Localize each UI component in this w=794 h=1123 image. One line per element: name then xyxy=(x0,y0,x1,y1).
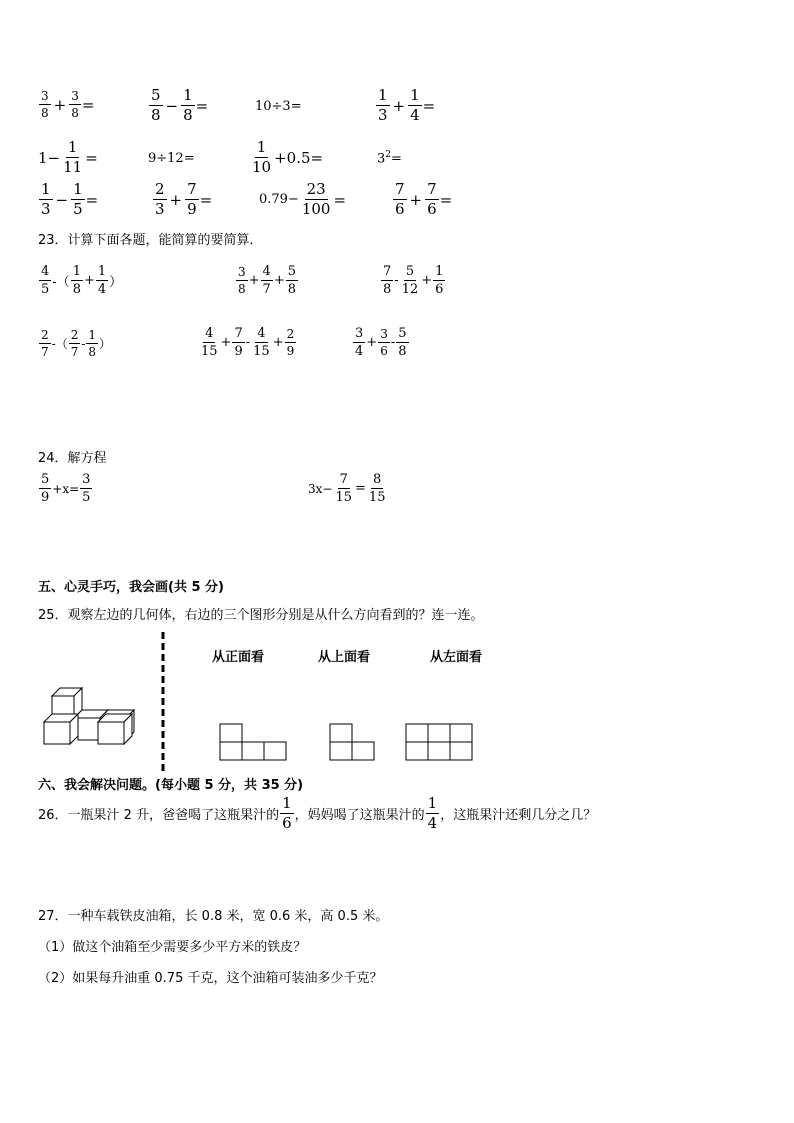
q24-equation-1: $\frac{5}{9}$ +x= $\frac{3}{5}$ xyxy=(41,472,91,505)
oral-calc-r1-b: $\frac{5}{8}$ − $\frac{1}{8}$ = xyxy=(151,86,209,124)
label-front-view: 从正面看 xyxy=(212,650,265,665)
q23-expr-3: $\frac{7}{8}$ - $\frac{5}{12}$ + $\frac{1}{6}$ xyxy=(383,264,444,297)
top-view-shape xyxy=(330,724,374,760)
oral-calc-r2-c: $\frac{1}{10}$ +0.5= xyxy=(252,138,324,176)
q23-expr-6: $\frac{3}{4}$ + $\frac{3}{6}$ - $\frac{5}{8}$ xyxy=(355,326,407,359)
oral-calc-r3-c: 0.79− $\frac{23}{100}$ = xyxy=(259,180,347,218)
q23-expr-5: $\frac{4}{15}$ + $\frac{7}{9}$ - $\frac{4}{15}$ + $\frac{2}{9}$ xyxy=(201,326,295,359)
oral-calc-r3-b: $\frac{2}{3}$ + $\frac{7}{9}$ = xyxy=(155,180,213,218)
oral-calc-r2-a: 1− $\frac{1}{11}$ = xyxy=(38,138,98,176)
left-view-shape xyxy=(406,724,472,760)
q23-title: 23．计算下面各题，能简算的要简算． xyxy=(38,233,263,248)
q24-equation-2: 3x− $\frac{7}{15}$ = $\frac{8}{15}$ xyxy=(308,472,386,505)
front-view-shape xyxy=(220,724,286,760)
label-left-view: 从左面看 xyxy=(430,650,483,665)
q26-question: 26．一瓶果汁 2 升，爸爸喝了这瓶果汁的 $\frac{1}{6}$ ，妈妈喝了这瓶果汁的 $\frac{1}{4}$ ，这瓶果汁还剩几分之几？ xyxy=(38,794,597,832)
oral-calc-r2-b: 9÷12= xyxy=(148,151,195,166)
oral-calc-r1-a: $\frac{3}{8}$ + $\frac{3}{8}$ = xyxy=(41,89,95,120)
q25-figure xyxy=(36,630,496,775)
section-5-heading: 五、心灵手巧，我会画(共 5 分) xyxy=(38,580,224,595)
q23-expr-2: $\frac{3}{8}$ + $\frac{4}{7}$ + $\frac{5}{8}$ xyxy=(238,264,297,297)
oral-calc-r2-d: $3^2=$ xyxy=(377,150,402,167)
section-6-heading: 六、我会解决问题。(每小题 5 分，共 35 分) xyxy=(38,778,304,793)
cube-stack-solid xyxy=(44,688,134,744)
oral-calc-r3-d: $\frac{7}{6}$ + $\frac{7}{6}$ = xyxy=(395,180,453,218)
q27-sub-2: （2）如果每升油重 0.75 千克，这个油箱可装油多少千克？ xyxy=(38,971,383,986)
q27-title: 27．一种车载铁皮油箱，长 0.8 米，宽 0.6 米，高 0.5 米。 xyxy=(38,909,389,924)
q23-expr-4: $\frac{2}{7}$ -（ $\frac{2}{7}$ - $\frac{1}{8}$ ） xyxy=(41,328,112,359)
oral-calc-r3-a: $\frac{1}{3}$ − $\frac{1}{5}$ = xyxy=(41,180,99,218)
label-top-view: 从上面看 xyxy=(318,650,371,665)
q25-title: 25．观察左边的几何体，右边的三个图形分别是从什么方向看到的？连一连。 xyxy=(38,608,484,623)
q27-sub-1: （1）做这个油箱至少需要多少平方米的铁皮？ xyxy=(38,940,307,955)
q23-expr-1: $\frac{4}{5}$ -（ $\frac{1}{8}$ + $\frac{1}{4}$ ） xyxy=(41,264,123,297)
q24-title: 24．解方程 xyxy=(38,451,107,466)
oral-calc-r1-c: 10÷3= xyxy=(255,99,302,114)
oral-calc-r1-d: $\frac{1}{3}$ + $\frac{1}{4}$ = xyxy=(378,86,436,124)
